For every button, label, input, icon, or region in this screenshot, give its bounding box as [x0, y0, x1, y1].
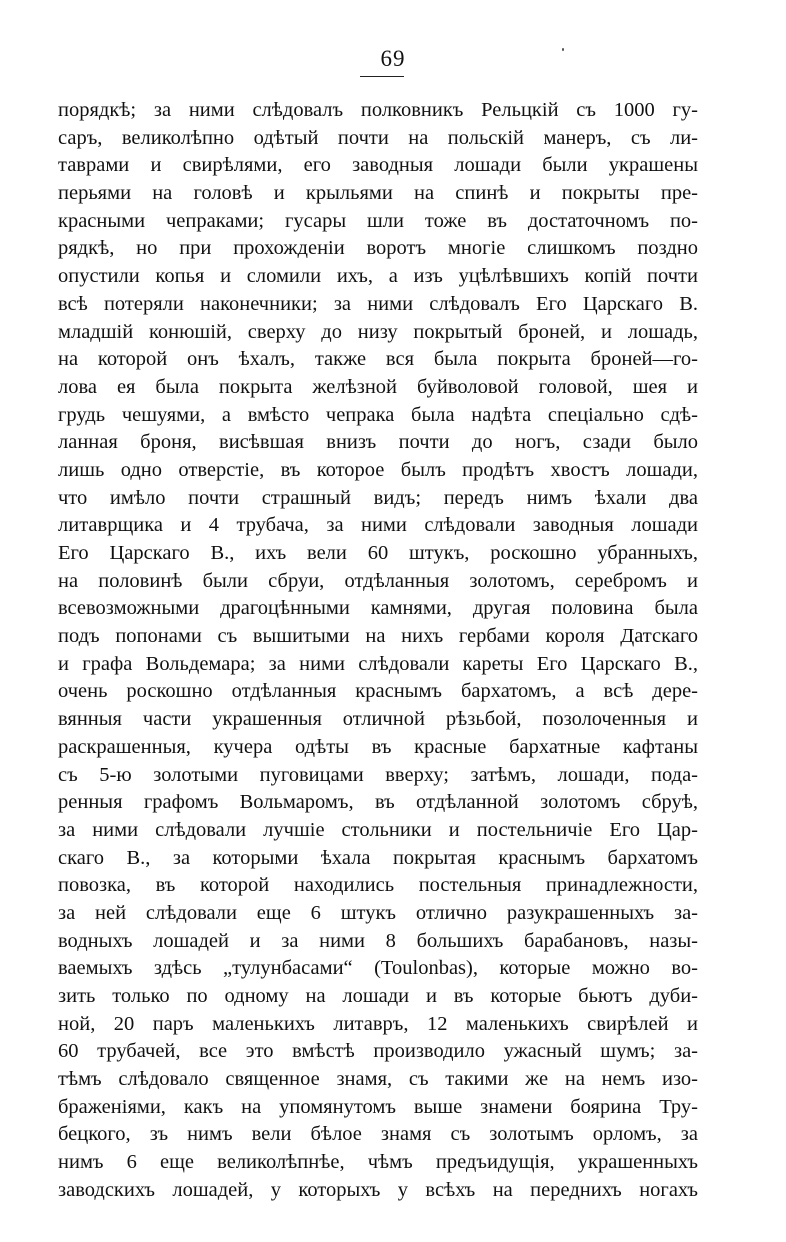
text-line: и графа Вольдемара; за ними слѣдовали кареты Его Царскаго В., [58, 652, 698, 675]
text-line: вянныя части украшенныя отличной рѣзьбой, позолоченныя и [58, 708, 698, 731]
text-line: литаврщика и 4 трубача, за ними слѣдовали заводныя лошади [58, 514, 698, 537]
text-line: тѣмъ слѣдовало священное знамя, съ такими же на немъ изо- [58, 1068, 698, 1091]
text-line: подъ попонами съ вышитыми на нихъ гербами короля Датскаго [58, 625, 698, 648]
text-line: лишь одно отверстіе, въ которое былъ продѣтъ хвостъ лошади, [58, 458, 698, 481]
text-line: ной, 20 паръ маленькихъ литавръ, 12 маленькихъ свирѣлей и [58, 1012, 698, 1035]
text-line: заводскихъ лошадей, у которыхъ у всѣхъ на переднихъ ногахъ [58, 1178, 698, 1201]
page-number: 69 [380, 46, 406, 71]
text-line: нимъ 6 еще великолѣпнѣе, чѣмъ предъидущія, украшенныхъ [58, 1151, 698, 1174]
text-line: раскрашенныя, кучера одѣты въ красные бархатные кафтаны [58, 735, 698, 758]
text-line: Его Царскаго В., ихъ вели 60 штукъ, роскошно убранныхъ, [58, 542, 698, 564]
text-line: скаго В., за которыми ѣхала покрытая краснымъ бархатомъ [58, 846, 698, 869]
text-line: рядкѣ, но при прохожденіи воротъ многіе слишкомъ поздно [58, 237, 698, 260]
text-line: красными чепраками; гусары шли тоже въ достаточномъ по- [58, 209, 698, 232]
text-line: съ 5-ю золотыми пуговицами вверху; затѣмъ, лошади, пода- [58, 763, 698, 786]
text-line: 60 трубачей, все это вмѣстѣ производило ужасный шумъ; за- [58, 1040, 698, 1063]
text-line: ваемыхъ здѣсь „тулунбасами“ (Toulonbas), которые можно во- [58, 957, 698, 980]
text-line: всевозможными драгоцѣнными камнями, другая половина была [58, 597, 698, 620]
text-line: за ней слѣдовали еще 6 штукъ отлично разукрашенныхъ за- [58, 901, 698, 924]
text-line: бецкого, зъ нимъ вели бѣлое знамя съ золотымъ орломъ, за [58, 1123, 698, 1146]
text-line: ренныя графомъ Вольмаромъ, въ отдѣланной золотомъ сбруѣ, [58, 791, 698, 814]
text-line: браженіями, какъ на упомянутомъ выше знамени боярина Тру- [58, 1095, 698, 1118]
text-line: саръ, великолѣпно одѣтый почти на польскій манеръ, съ ли- [58, 126, 698, 149]
text-line: всѣ потеряли наконечники; за ними слѣдовалъ Его Царскаго В. [58, 292, 698, 315]
text-line: лова ея была покрыта желѣзной буйволовой головой, шея и [58, 375, 698, 398]
text-line: порядкѣ; за ними слѣдовалъ полковникъ Рельцкій съ 1000 гу- [58, 99, 698, 121]
page-number-rule [360, 76, 404, 77]
text-line: опустили копья и сломили ихъ, а изъ уцѣлѣвшихъ копій почти [58, 265, 698, 288]
text-line: водныхъ лошадей и за ними 8 большихъ барабановъ, назы- [58, 929, 698, 952]
text-line: перьями на головѣ и крыльями на спинѣ и покрыты пре- [58, 182, 698, 205]
text-line: младшій конюшій, сверху до низу покрытый броней, и лошадь, [58, 320, 698, 343]
text-line: на половинѣ были сбруи, отдѣланныя золотомъ, серебромъ и [58, 569, 698, 592]
text-line: что имѣло почти страшный видъ; передъ нимъ ѣхали два [58, 486, 698, 509]
print-speck [562, 48, 564, 51]
text-line: на которой онъ ѣхалъ, также вся была покрыта броней—го- [58, 348, 698, 371]
body-text [58, 97, 698, 1205]
text-line: ланная броня, висѣвшая внизъ почти до ногъ, сзади было [58, 431, 698, 454]
text-line: очень роскошно отдѣланныя краснымъ бархатомъ, а всѣ дере- [58, 680, 698, 703]
text-line: повозка, въ которой находились постельныя принадлежности, [58, 874, 698, 897]
text-line: зить только по одному на лошади и въ которые бьютъ дуби- [58, 985, 698, 1007]
text-line: грудь чешуями, а вмѣсто чепрака была надѣта спеціально сдѣ- [58, 403, 698, 426]
text-line: таврами и свирѣлями, его заводныя лошади были украшены [58, 154, 698, 177]
text-line: за ними слѣдовали лучшіе стольники и постельничіе Его Цар- [58, 818, 698, 841]
